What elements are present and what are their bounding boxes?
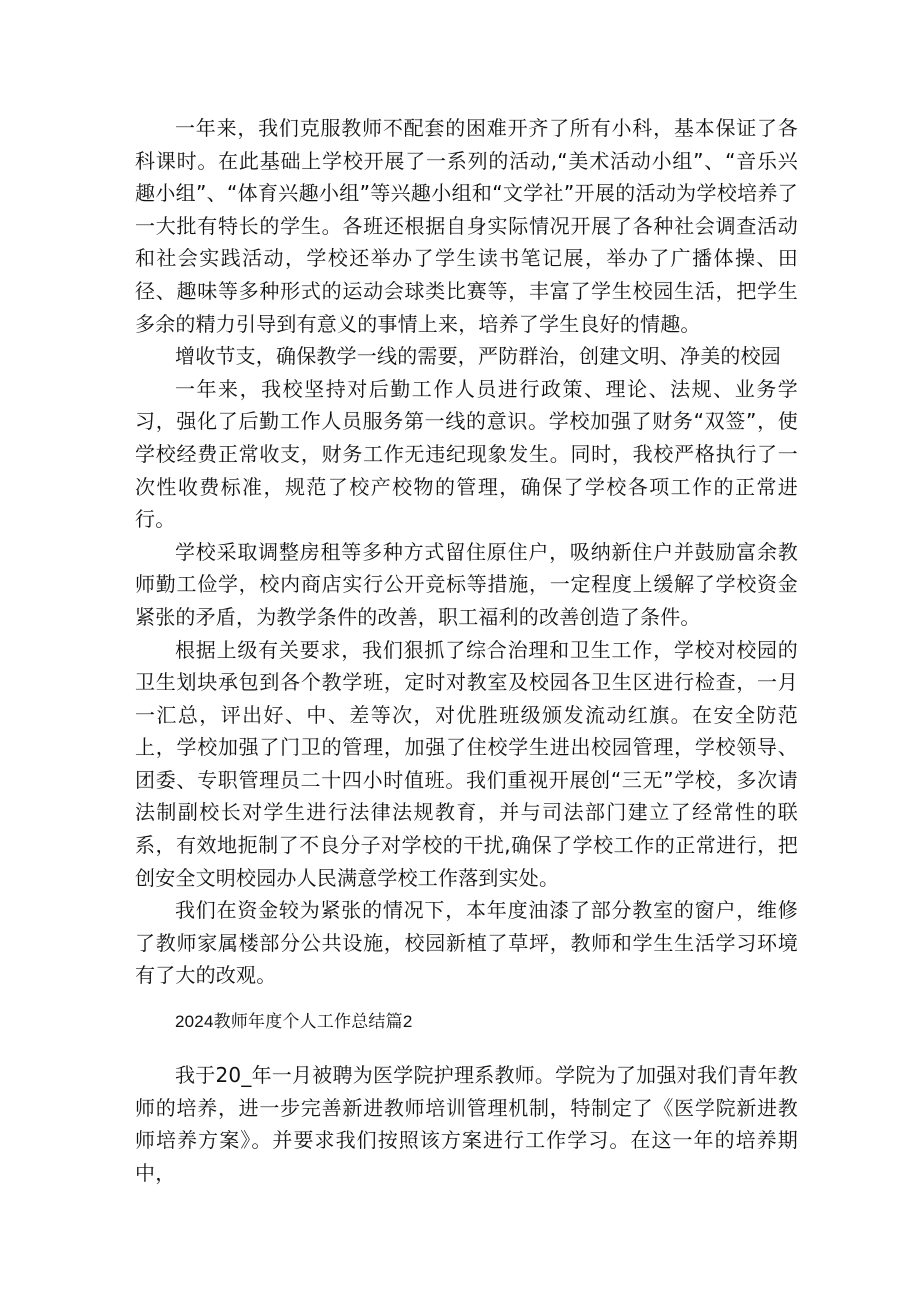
paragraph-thrift-heading: 增收节支，确保教学一线的需要，严防群治，创建文明、净美的校园: [175, 344, 781, 369]
paragraph-safety: 根据上级有关要求，我们狠抓了综合治理和卫生工作，学校对校园的卫生划块承包到各个教学班，定时对教室及校园各卫生区进行检查，一月一汇总，评出好、中、差等次，对优胜班级颁发流动红旗。在安全防范上，学校加强了门卫的管理，加强了住校学生进出校园管理，学校领导、团委、专职管理员二十四小时值班。我们重视开展创“三无”学校，多次请法制副校长对学生进行法律法规教育，并与司法部门建立了经常性的联系，有效地扼制了不良分子对学校的干扰,确保了学校工作的正常进行，把创安全文明校园办人民满意学校工作落到实处。: [135, 637, 798, 890]
section-heading: 2024教师年度个人工作总结篇2: [175, 1012, 413, 1032]
document-body: [135, 112, 798, 1189]
paragraph-facilities: 我们在资金较为紧张的情况下，本年度油漆了部分教室的窗户，维修了教师家属楼部分公共设施，校园新植了草坪，教师和学生生活学习环境有了大的改观。: [135, 898, 798, 988]
paragraph-activities: 一年来，我们克服教师不配套的困难开齐了所有小科，基本保证了各科课时。在此基础上学校开展了一系列的活动,“美术活动小组”、“音乐兴趣小组”、“体育兴趣小组”等兴趣小组和“文学社”开展的活动为学校培养了一大批有特长的学生。各班还根据自身实际情况开展了各种社会调查活动和社会实践活动，学校还举办了学生读书笔记展，举办了广播体操、田径、趣味等多种形式的运动会球类比赛等，丰富了学生校园生活，把学生多余的精力引导到有意义的事情上来，培养了学生良好的情趣。: [135, 116, 798, 336]
paragraph-logistics: 一年来，我校坚持对后勤工作人员进行政策、理论、法规、业务学习，强化了后勤工作人员服务第一线的意识。学校加强了财务“双签”，使学校经费正常收支，财务工作无违纪现象发生。同时，我校严格执行了一次性收费标准，规范了校产校物的管理，确保了学校各项工作的正常进行。: [135, 376, 798, 532]
paragraph-funding: 学校采取调整房租等多种方式留住原住户，吸纳新住户并鼓励富余教师勤工俭学，校内商店实行公开竞标等措施，一定程度上缓解了学校资金紧张的矛盾，为教学条件的改善，职工福利的改善创造了条件。: [135, 539, 798, 629]
paragraph-intro: 我于20_年一月被聘为医学院护理系教师。学院为了加强对我们青年教师的培养，进一步完善新进教师培训管理机制，特制定了《医学院新进教师培养方案》。并要求我们按照该方案进行工作学习。在这一年的培养期中，: [135, 1063, 798, 1185]
